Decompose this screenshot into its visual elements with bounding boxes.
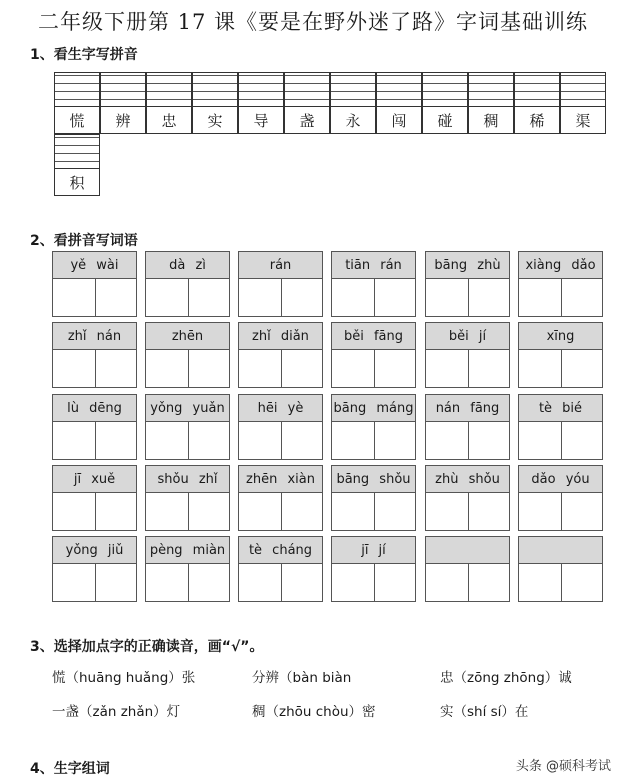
writing-cells[interactable]: [239, 493, 322, 531]
pinyin-label: zhēn xiàn: [239, 466, 322, 493]
pinyin-label: xiàng dǎo: [519, 252, 602, 279]
pinyin-label: lù dēng: [53, 395, 136, 422]
writing-cells[interactable]: [426, 279, 509, 317]
pronunciation-item[interactable]: 慌（huāng huǎng）张: [52, 670, 196, 686]
word-box: [331, 536, 416, 602]
writing-cells[interactable]: [53, 493, 136, 531]
character-label: 实: [193, 106, 237, 134]
pinyin-writing-lines[interactable]: [331, 73, 375, 105]
word-box: [238, 536, 323, 602]
pinyin-writing-lines[interactable]: [561, 73, 605, 105]
character-label: 渠: [561, 106, 605, 134]
pinyin-label: běi jí: [426, 323, 509, 350]
writing-cells[interactable]: [519, 279, 602, 317]
word-box: [518, 536, 603, 602]
pinyin-writing-lines[interactable]: [515, 73, 559, 105]
pinyin-label: rán: [239, 252, 322, 279]
writing-cells[interactable]: [53, 564, 136, 602]
pinyin-label: jī xuě: [53, 466, 136, 493]
word-box: [425, 465, 510, 531]
pronunciation-item[interactable]: 忠（zōng zhōng）诚: [440, 670, 572, 686]
pinyin-label: [426, 537, 509, 564]
writing-cells[interactable]: [239, 350, 322, 388]
pinyin-label: xīng: [519, 323, 602, 350]
character-label: 忠: [147, 106, 191, 134]
writing-cells[interactable]: [332, 279, 415, 317]
pinyin-label: tiān rán: [332, 252, 415, 279]
pronunciation-item[interactable]: 分辨（bàn biàn: [252, 670, 352, 686]
pinyin-writing-lines[interactable]: [377, 73, 421, 105]
word-box: [52, 251, 137, 317]
pinyin-label: zhǐ diǎn: [239, 323, 322, 350]
pinyin-label: bāng shǒu: [332, 466, 415, 493]
pinyin-label: pèng miàn: [146, 537, 229, 564]
char-cell: [54, 134, 100, 196]
character-label: 碰: [423, 106, 467, 134]
writing-cells[interactable]: [426, 422, 509, 460]
word-box: [145, 322, 230, 388]
char-cell: [146, 72, 192, 134]
writing-cells[interactable]: [146, 422, 229, 460]
character-label: 盏: [285, 106, 329, 134]
writing-cells[interactable]: [332, 493, 415, 531]
writing-cells[interactable]: [53, 279, 136, 317]
word-box: [425, 322, 510, 388]
writing-cells[interactable]: [239, 422, 322, 460]
writing-cells[interactable]: [146, 564, 229, 602]
word-box: [145, 536, 230, 602]
writing-cells[interactable]: [239, 564, 322, 602]
char-cell: [422, 72, 468, 134]
word-box: [238, 465, 323, 531]
pinyin-label: tè bié: [519, 395, 602, 422]
word-box: [52, 322, 137, 388]
pinyin-label: tè cháng: [239, 537, 322, 564]
pinyin-label: bāng máng: [332, 395, 415, 422]
pinyin-label: hēi yè: [239, 395, 322, 422]
word-box: [331, 465, 416, 531]
pronunciation-item[interactable]: 一盏（zǎn zhǎn）灯: [52, 704, 181, 720]
writing-cells[interactable]: [519, 564, 602, 602]
char-cell: [284, 72, 330, 134]
pronunciation-item[interactable]: 实（shí sí）在: [440, 704, 529, 720]
writing-cells[interactable]: [146, 350, 229, 388]
char-cell: [330, 72, 376, 134]
writing-cells[interactable]: [53, 422, 136, 460]
word-box: [52, 536, 137, 602]
pinyin-writing-lines[interactable]: [147, 73, 191, 105]
watermark: 头条 @硕科考试: [513, 755, 614, 774]
word-box: [331, 251, 416, 317]
writing-cells[interactable]: [239, 279, 322, 317]
word-box: [238, 251, 323, 317]
char-cell: [192, 72, 238, 134]
word-box: [518, 251, 603, 317]
char-cell: [100, 72, 146, 134]
pronunciation-item[interactable]: 稠（zhōu chòu）密: [252, 704, 376, 720]
word-box: [425, 394, 510, 460]
char-cell: [376, 72, 422, 134]
pinyin-label: nán fāng: [426, 395, 509, 422]
character-label: 闯: [377, 106, 421, 134]
pinyin-label: bāng zhù: [426, 252, 509, 279]
writing-cells[interactable]: [519, 493, 602, 531]
word-box: [425, 251, 510, 317]
pinyin-writing-lines[interactable]: [239, 73, 283, 105]
word-box: [518, 322, 603, 388]
writing-cells[interactable]: [146, 493, 229, 531]
writing-cells[interactable]: [146, 279, 229, 317]
page-title: 二年级下册第 17 课《要是在野外迷了路》字词基础训练: [37, 10, 589, 34]
writing-cells[interactable]: [332, 350, 415, 388]
pinyin-label: zhǐ nán: [53, 323, 136, 350]
pinyin-label: [519, 537, 602, 564]
word-box: [331, 322, 416, 388]
word-box: [238, 394, 323, 460]
pinyin-label: dǎo yóu: [519, 466, 602, 493]
char-cell: [54, 72, 100, 134]
word-box: [238, 322, 323, 388]
pinyin-writing-lines[interactable]: [55, 73, 99, 105]
section-1-heading: 1、看生字写拼音: [30, 47, 138, 63]
pinyin-label: zhù shǒu: [426, 466, 509, 493]
char-cell: [468, 72, 514, 134]
writing-cells[interactable]: [53, 350, 136, 388]
word-box: [52, 465, 137, 531]
pinyin-label: jī jí: [332, 537, 415, 564]
section-3-heading: 3、选择加点字的正确读音，画“√”。: [30, 639, 264, 655]
word-box: [331, 394, 416, 460]
character-label: 慌: [55, 106, 99, 134]
pinyin-writing-lines[interactable]: [101, 73, 145, 105]
word-box: [52, 394, 137, 460]
word-box: [145, 394, 230, 460]
pinyin-label: běi fāng: [332, 323, 415, 350]
character-label: 积: [55, 168, 99, 196]
pinyin-writing-lines[interactable]: [469, 73, 513, 105]
section-2-heading: 2、看拼音写词语: [30, 233, 138, 249]
character-label: 稀: [515, 106, 559, 134]
pinyin-writing-lines[interactable]: [55, 135, 99, 167]
character-label: 永: [331, 106, 375, 134]
pinyin-label: zhēn: [146, 323, 229, 350]
pinyin-label: dà zì: [146, 252, 229, 279]
pinyin-label: yě wài: [53, 252, 136, 279]
pinyin-writing-lines[interactable]: [193, 73, 237, 105]
writing-cells[interactable]: [519, 422, 602, 460]
word-box: [145, 465, 230, 531]
writing-cells[interactable]: [332, 564, 415, 602]
word-box: [518, 394, 603, 460]
word-box: [518, 465, 603, 531]
pinyin-label: yǒng jiǔ: [53, 537, 136, 564]
pinyin-writing-lines[interactable]: [423, 73, 467, 105]
writing-cells[interactable]: [332, 422, 415, 460]
writing-cells[interactable]: [426, 493, 509, 531]
writing-cells[interactable]: [519, 350, 602, 388]
character-label: 辨: [101, 106, 145, 134]
character-label: 稠: [469, 106, 513, 134]
pinyin-label: yǒng yuǎn: [146, 395, 229, 422]
section-4-heading: 4、生字组词: [30, 761, 110, 777]
word-box: [425, 536, 510, 602]
char-cell: [238, 72, 284, 134]
pinyin-label: shǒu zhǐ: [146, 466, 229, 493]
character-label: 导: [239, 106, 283, 134]
pinyin-writing-lines[interactable]: [285, 73, 329, 105]
word-box: [145, 251, 230, 317]
writing-cells[interactable]: [426, 350, 509, 388]
char-cell: [514, 72, 560, 134]
writing-cells[interactable]: [426, 564, 509, 602]
char-cell: [560, 72, 606, 134]
